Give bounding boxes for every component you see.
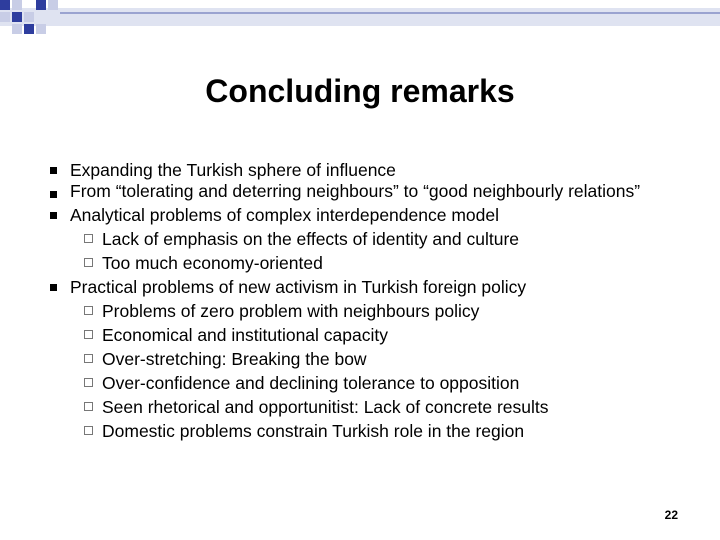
bullet-text: From “tolerating and deterring neighbours” to “good neighbourly relations” bbox=[70, 181, 641, 201]
header-band bbox=[0, 8, 720, 26]
hollow-square-bullet-icon bbox=[84, 402, 93, 411]
sub-bullet-item bbox=[50, 419, 670, 443]
bullet-text: Practical problems of new activism in Turkish foreign policy bbox=[70, 277, 527, 297]
header-square bbox=[24, 12, 34, 22]
sub-bullet-item bbox=[50, 251, 670, 275]
square-bullet-icon bbox=[50, 167, 57, 174]
header-square bbox=[12, 12, 22, 22]
bullet-list bbox=[50, 158, 670, 443]
bullet-item bbox=[50, 182, 670, 203]
bullet-text: Expanding the Turkish sphere of influence bbox=[70, 160, 396, 180]
sub-bullet-item bbox=[50, 347, 670, 371]
bullet-item bbox=[50, 203, 670, 227]
page-number: 22 bbox=[664, 508, 678, 522]
header-stripe bbox=[60, 12, 720, 14]
hollow-square-bullet-icon bbox=[84, 234, 93, 243]
hollow-square-bullet-icon bbox=[84, 306, 93, 315]
sub-bullet-item bbox=[50, 323, 670, 347]
header-square bbox=[36, 24, 46, 34]
sub-bullet-item bbox=[50, 227, 670, 251]
bullet-text: Domestic problems constrain Turkish role in the region bbox=[102, 421, 525, 441]
sub-bullet-item bbox=[50, 299, 670, 323]
header-square bbox=[24, 24, 34, 34]
header-square bbox=[12, 24, 22, 34]
bullet-text: Over-confidence and declining tolerance to opposition bbox=[102, 373, 520, 393]
bullet-text: Analytical problems of complex interdependence model bbox=[70, 205, 499, 225]
header-square bbox=[36, 0, 46, 10]
sub-bullet-item bbox=[50, 371, 670, 395]
bullet-text: Problems of zero problem with neighbours policy bbox=[102, 301, 480, 321]
bullet-text: Too much economy-oriented bbox=[102, 253, 323, 273]
bullet-text: Lack of emphasis on the effects of identity and culture bbox=[102, 229, 520, 249]
bullet-item bbox=[50, 158, 670, 182]
bullet-item bbox=[50, 275, 670, 299]
hollow-square-bullet-icon bbox=[84, 258, 93, 267]
sub-bullet-item bbox=[50, 395, 670, 419]
header-decoration bbox=[0, 0, 720, 50]
square-bullet-icon bbox=[50, 284, 57, 291]
slide-title: Concluding remarks bbox=[205, 73, 515, 109]
square-bullet-icon bbox=[50, 191, 57, 198]
bullet-text: Seen rhetorical and opportunitist: Lack of concrete results bbox=[102, 397, 549, 417]
hollow-square-bullet-icon bbox=[84, 330, 93, 339]
bullet-text: Economical and institutional capacity bbox=[102, 325, 388, 345]
header-square bbox=[48, 0, 58, 10]
header-square bbox=[0, 0, 10, 10]
header-square bbox=[12, 0, 22, 10]
hollow-square-bullet-icon bbox=[84, 378, 93, 387]
header-square bbox=[0, 12, 10, 22]
square-bullet-icon bbox=[50, 212, 57, 219]
hollow-square-bullet-icon bbox=[84, 354, 93, 363]
bullet-text: Over-stretching: Breaking the bow bbox=[102, 349, 367, 369]
hollow-square-bullet-icon bbox=[84, 426, 93, 435]
